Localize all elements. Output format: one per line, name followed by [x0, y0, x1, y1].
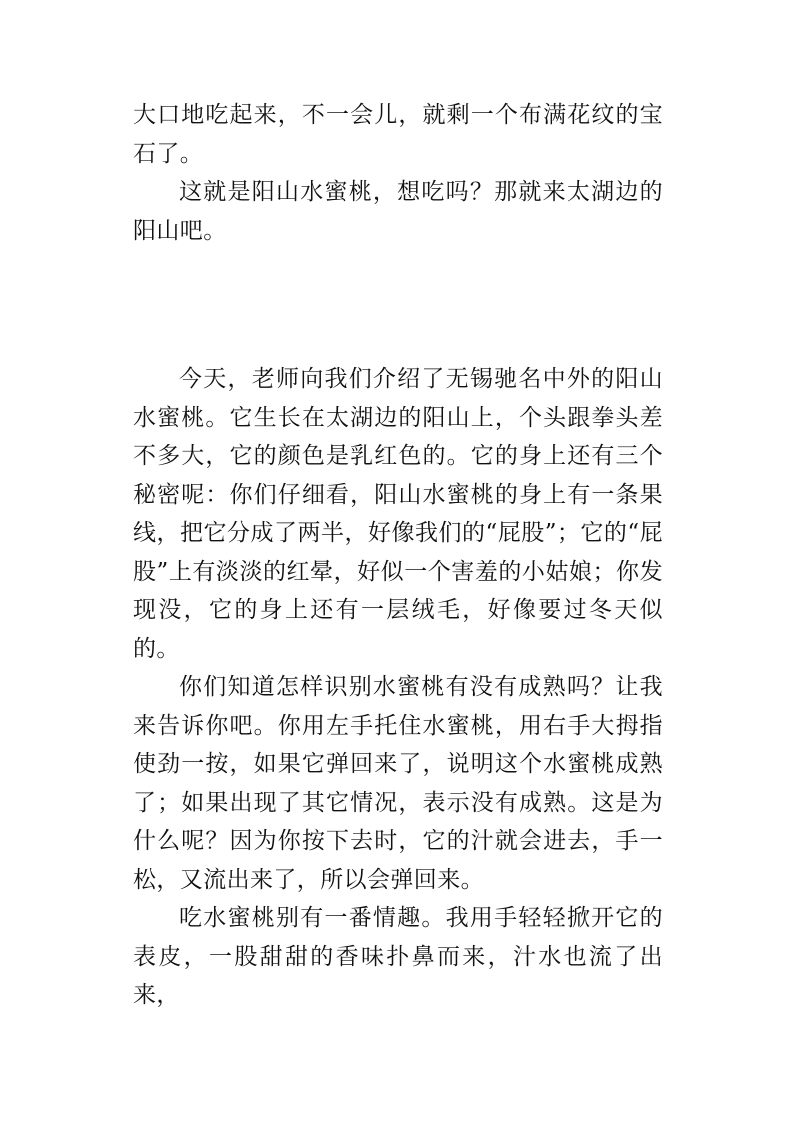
- paragraph-invitation: 这就是阳山水蜜桃，想吃吗？那就来太湖边的阳山吧。: [133, 179, 663, 244]
- paragraph-continuation: 大口地吃起来，不一会儿，就剩一个布满花纹的宝石了。: [133, 102, 663, 167]
- paragraph-introduction: 今天，老师向我们介绍了无锡驰名中外的阳山水蜜桃。它生长在太湖边的阳山上，个头跟拳头差不多大，它的颜色是乳红色的。它的身上还有三个秘密呢：你们仔细看，阳山水蜜桃的身上有一条果线，把它分成了两半，好像我们的“屁股”；它的“屁股”上有淡淡的红晕，好似一个害羞的小姑娘；你发现没，它的身上还有一层绒毛，好像要过冬天似的。: [133, 366, 663, 662]
- paragraph-ripeness: 你们知道怎样识别水蜜桃有没有成熟吗？让我来告诉你吧。你用左手托住水蜜桃，用右手大拇指使劲一按，如果它弹回来了，说明这个水蜜桃成熟了；如果出现了其它情况，表示没有成熟。这是为什么呢？因为你按下去时，它的汁就会进去，手一松，又流出来了，所以会弹回来。: [133, 674, 663, 893]
- essay-section-peach: [133, 360, 663, 1015]
- paragraph-eating: 吃水蜜桃别有一番情趣。我用手轻轻掀开它的表皮，一股甜甜的香味扑鼻而来，汁水也流了出来，: [133, 905, 663, 1008]
- essay-ending-section: [133, 96, 663, 250]
